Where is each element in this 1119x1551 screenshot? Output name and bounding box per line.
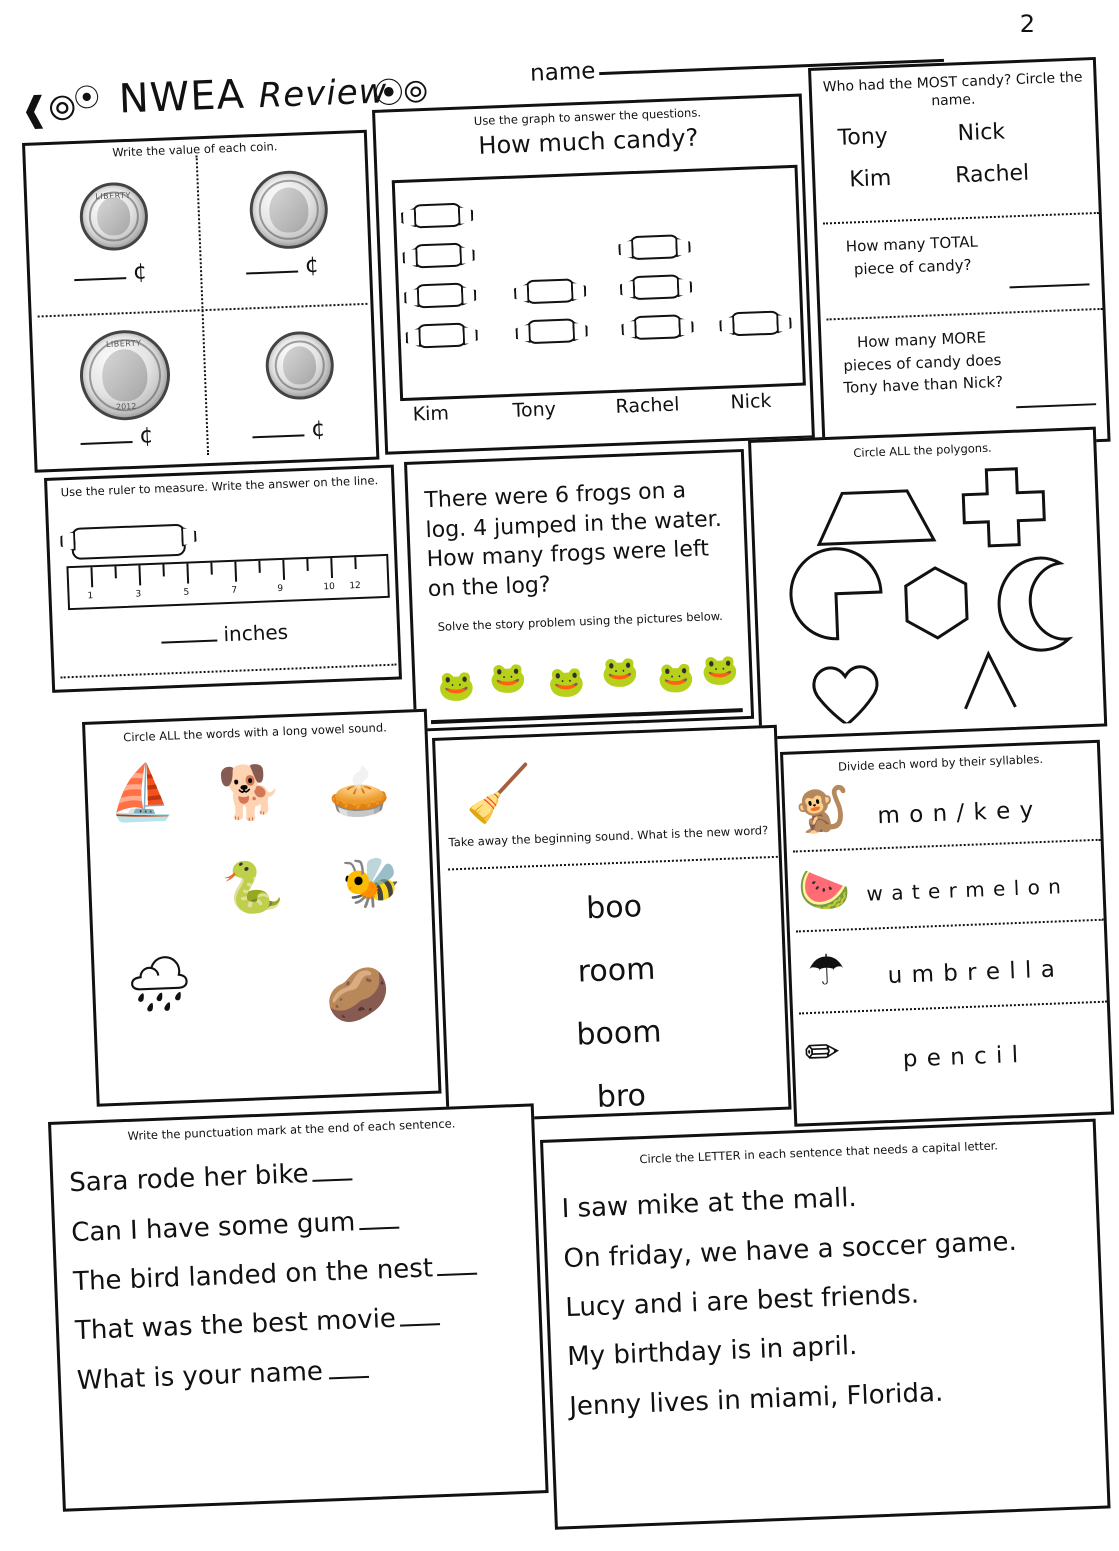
- candy-icon: [415, 283, 466, 309]
- swirl-icon: ⦿⦾: [373, 74, 429, 112]
- capital-sentence[interactable]: My birthday is in april.: [566, 1331, 858, 1373]
- capital-sentence[interactable]: On friday, we have a soccer game.: [563, 1226, 1018, 1274]
- umbrella-icon: ☂: [806, 944, 846, 996]
- coin-penny: [264, 330, 335, 401]
- open-triangle-shape: [963, 653, 1015, 709]
- capital-sentence[interactable]: Jenny lives in miami, Florida.: [568, 1377, 944, 1422]
- heart-shape: [813, 666, 878, 725]
- swirl-icon: ⦿: [73, 83, 101, 115]
- syllable-word-pencil[interactable]: p e n c i l: [902, 1042, 1020, 1073]
- ruler-unit: inches: [223, 619, 289, 647]
- long-vowel-header: Circle ALL the words with a long vowel sound.: [122, 720, 388, 745]
- ruler-answer[interactable]: [161, 620, 289, 649]
- sentence-text: Can I have some gum: [70, 1206, 356, 1248]
- cross-shape: [962, 468, 1045, 547]
- option-room[interactable]: room: [577, 951, 657, 990]
- capitals-header: Circle the LETTER in each sentence that needs a capital letter.: [639, 1138, 999, 1167]
- cent-symbol: ¢: [138, 423, 154, 449]
- candy-icon: [526, 318, 577, 344]
- option-nick[interactable]: Nick: [957, 119, 1006, 147]
- cent-symbol: ¢: [310, 416, 326, 443]
- sailboat-icon[interactable]: ⛵: [106, 759, 177, 826]
- most-candy-options[interactable]: [825, 116, 1089, 193]
- sentence-text: Sara rode her bike: [68, 1159, 310, 1199]
- syllable-word-watermelon[interactable]: w a t e r m e l o n: [866, 874, 1063, 906]
- most-candy-question: Who had the MOST candy? Circle the name.: [822, 69, 1083, 110]
- title-subtext: Review: [257, 71, 389, 117]
- nest-icon[interactable]: 🥔: [324, 964, 392, 1027]
- coin-answer-3[interactable]: [80, 423, 154, 451]
- pacman-shape: [789, 547, 882, 640]
- dog-icon[interactable]: 🐕: [216, 762, 284, 825]
- syllables-header: Divide each word by their syllables.: [837, 751, 1044, 774]
- candy-icon: [71, 524, 186, 560]
- broom-icon: 🧹: [464, 761, 534, 827]
- frog-pond-picture: 🐸 🐸 🐸 🐸 🐸 🐸: [429, 648, 743, 724]
- syllable-word-monkey[interactable]: m o n / k e y: [877, 797, 1035, 830]
- candy-icon: [730, 310, 781, 336]
- punctuation-header: Write the punctuation mark at the end of each sentence.: [127, 1116, 456, 1143]
- name-label: name: [529, 58, 596, 87]
- coin-answer-2[interactable]: [245, 253, 319, 281]
- more-candy-question: How many MORE pieces of candy does Tony have than Nick?: [843, 328, 1004, 397]
- candy-icon: [632, 314, 683, 340]
- story-text: There were 6 frogs on a log. 4 jumped in the water. How many frogs were left on the log?: [424, 478, 723, 603]
- option-rachel[interactable]: Rachel: [954, 160, 1030, 189]
- beginning-sound-options[interactable]: [441, 870, 795, 1135]
- capital-sentence[interactable]: Lucy and i are best friends.: [564, 1279, 920, 1324]
- candy-icon: [525, 278, 576, 304]
- option-bro[interactable]: bro: [596, 1078, 647, 1115]
- candy-icon: [413, 243, 464, 269]
- candy-icon: [629, 234, 680, 260]
- coin-label: LIBERTY: [95, 190, 132, 202]
- cloud-rain-icon[interactable]: 🌧: [123, 950, 195, 1017]
- coin-label: LIBERTY: [105, 338, 142, 349]
- candy-bar-graph: [392, 165, 806, 401]
- ruler-icon: 1 3 5 7 9 10 12: [66, 554, 389, 610]
- ruler-header: Use the ruler to measure. Write the answer on the line.: [60, 473, 379, 500]
- title-text: NWEA: [117, 71, 246, 123]
- coins-header: Write the value of each coin.: [112, 139, 278, 160]
- polygons-header: Circle ALL the polygons.: [853, 440, 992, 460]
- trapezoid-shape: [817, 490, 934, 544]
- graph-label-nick: Nick: [730, 389, 772, 414]
- swirl-icon: ❰⦾: [19, 88, 77, 131]
- candy-icon: [412, 203, 463, 229]
- pie-icon[interactable]: 🥧: [326, 761, 392, 822]
- coin-dime: [79, 181, 150, 252]
- hexagon-shape: [905, 567, 968, 639]
- graph-label-rachel: Rachel: [615, 393, 680, 418]
- graph-label-tony: Tony: [512, 398, 557, 422]
- more-candy-answer[interactable]: [1016, 390, 1097, 412]
- sentence-text: What is your name: [76, 1356, 324, 1396]
- sentence-text: That was the best movie: [74, 1304, 397, 1347]
- sentence-text: The bird landed on the nest: [72, 1253, 434, 1298]
- snake-icon[interactable]: 🐍: [220, 857, 285, 918]
- graph-title: How much candy?: [477, 123, 699, 161]
- coin-nickel: [248, 169, 329, 250]
- coin-year: 2012: [115, 401, 137, 412]
- cent-symbol: ¢: [304, 252, 320, 279]
- coin-answer-4[interactable]: [252, 417, 326, 445]
- page-number: 2: [1019, 10, 1035, 38]
- graph-header: Use the graph to answer the questions.: [473, 105, 702, 129]
- total-candy-question: How many TOTAL piece of candy?: [845, 232, 979, 278]
- story-subheader: Solve the story problem using the pictures below.: [437, 608, 724, 634]
- monkey-icon: 🐒: [794, 783, 852, 837]
- option-kim[interactable]: Kim: [848, 165, 892, 193]
- syllable-word-umbrella[interactable]: u m b r e l l a: [887, 956, 1057, 990]
- candy-icon: [416, 323, 467, 349]
- crescent-shape: [997, 557, 1069, 652]
- pencil-icon: ✏: [803, 1026, 841, 1078]
- coin-quarter: [78, 329, 171, 422]
- option-boo[interactable]: boo: [585, 889, 643, 927]
- capital-sentence[interactable]: I saw mike at the mall.: [561, 1183, 858, 1225]
- option-boom[interactable]: boom: [575, 1014, 663, 1053]
- bug-icon[interactable]: 🐝: [340, 853, 403, 913]
- beginning-sound-header: Take away the beginning sound. What is the new word?: [448, 823, 769, 850]
- coin-answer-1[interactable]: [74, 259, 148, 287]
- total-candy-answer[interactable]: [1009, 270, 1090, 292]
- graph-label-kim: Kim: [412, 402, 450, 426]
- cent-symbol: ¢: [132, 259, 148, 285]
- watermelon-icon: 🍉: [797, 864, 852, 916]
- option-tony[interactable]: Tony: [837, 123, 889, 151]
- candy-icon: [631, 274, 682, 300]
